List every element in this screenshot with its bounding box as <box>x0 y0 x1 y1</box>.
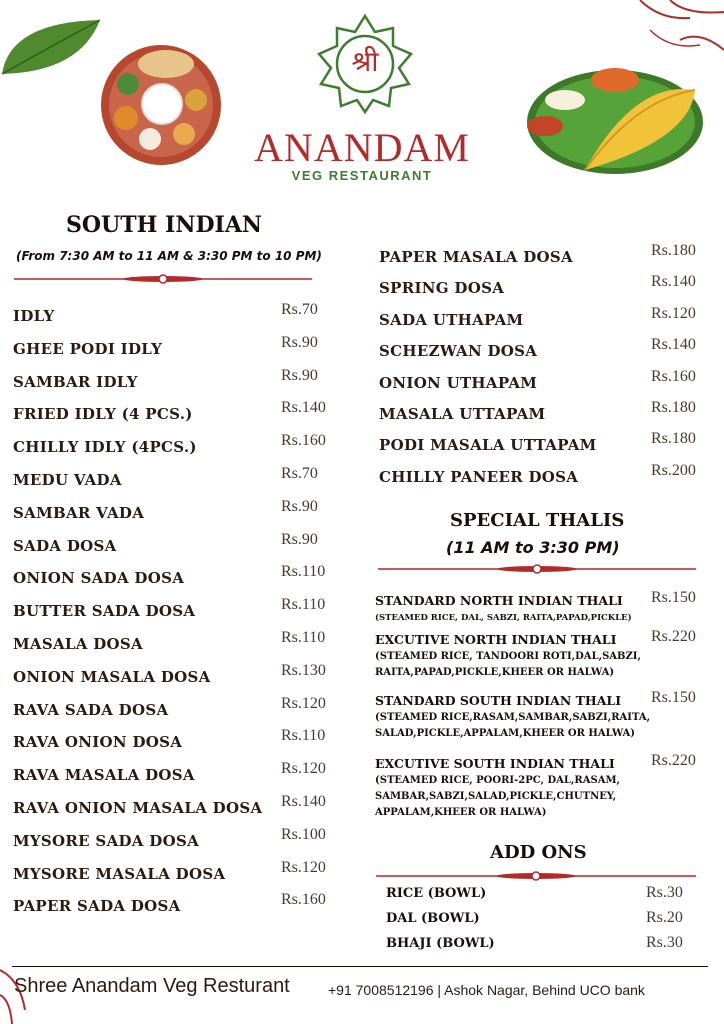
menu-item-row <box>379 430 711 460</box>
thali-description: (STEAMED RICE, POORI-2PC, DAL,RASAM, <box>375 775 620 786</box>
addon-price: Rs.20 <box>646 909 683 926</box>
menu-item-price: Rs.110 <box>281 727 326 745</box>
menu-item-name: CHILLY IDLY (4PCS.) <box>13 438 197 457</box>
menu-item-row <box>13 596 341 626</box>
menu-item-name: SCHEZWAN DOSA <box>379 342 538 361</box>
thali-price: Rs.150 <box>651 689 696 706</box>
menu-item-price: Rs.160 <box>281 432 326 450</box>
thali-description: (STEAMED RICE, TANDOORI ROTI,DAL,SABZI, <box>375 651 641 662</box>
menu-item-price: Rs.140 <box>281 793 326 810</box>
menu-item-price: Rs.90 <box>281 333 318 351</box>
menu-item-row <box>13 399 341 429</box>
menu-item-name: GHEE PODI IDLY <box>13 339 163 358</box>
menu-item-price: Rs.110 <box>281 629 326 646</box>
menu-item-name: MASALA DOSA <box>13 635 143 653</box>
menu-item-row <box>379 304 711 335</box>
menu-item-price: Rs.140 <box>651 273 696 291</box>
divider-ornament-icon <box>376 871 696 881</box>
thalis-timing: (11 AM to 3:30 PM) <box>446 538 620 557</box>
menu-item-row <box>13 530 341 561</box>
menu-item-price: Rs.160 <box>651 367 696 385</box>
menu-item-name: MEDU VADA <box>13 471 122 489</box>
thali-name: EXCUTIVE SOUTH INDIAN THALI <box>375 756 615 771</box>
menu-item-price: Rs.110 <box>281 563 326 581</box>
menu-item-name: ONION SADA DOSA <box>13 569 185 588</box>
menu-item-row <box>13 497 341 528</box>
addon-name: BHAJI (BOWL) <box>386 936 495 951</box>
menu-item-name: RAVA MASALA DOSA <box>13 766 195 785</box>
menu-item-price: Rs.70 <box>281 465 318 482</box>
menu-item-row <box>13 694 341 725</box>
menu-item-name: SAMBAR VADA <box>13 503 145 522</box>
menu-item-price: Rs.120 <box>281 858 326 876</box>
menu-item-price: Rs.180 <box>651 242 696 259</box>
menu-item-price: Rs.180 <box>651 399 696 416</box>
thali-price: Rs.220 <box>651 752 696 769</box>
footer-contact: +91 7008512196 | Ashok Nagar, Behind UCO bank <box>328 982 645 998</box>
menu-item-name: PAPER MASALA DOSA <box>379 248 573 266</box>
addon-name: RICE (BOWL) <box>386 886 487 901</box>
thali-description: SALAD,PICKLE,APPALAM,KHEER OR HALWA) <box>375 728 636 739</box>
menu-item-row <box>13 760 341 790</box>
thali-description: RAITA,PAPAD,PICKLE,KHEER OR HALWA) <box>375 667 615 678</box>
thalis-title: SPECIAL THALIS <box>450 510 625 531</box>
menu-item-row <box>379 461 711 492</box>
thali-name: EXCUTIVE NORTH INDIAN THALI <box>375 632 617 647</box>
addon-name: DAL (BOWL) <box>386 911 480 926</box>
menu-item-row <box>379 242 711 272</box>
menu-item-row <box>379 336 711 366</box>
menu-item-row <box>13 891 341 921</box>
addon-price: Rs.30 <box>646 884 683 901</box>
menu-item-row <box>13 793 341 823</box>
thali-description: (STEAMED RICE,RASAM,SAMBAR,SABZI,RAITA, <box>375 712 651 723</box>
divider-ornament-icon <box>14 274 312 284</box>
menu-item-row <box>13 333 341 364</box>
footer-divider <box>12 966 708 967</box>
menu-item-row <box>379 273 711 303</box>
menu-item-row <box>13 727 341 757</box>
leaf-icon <box>0 12 110 82</box>
menu-item-price: Rs.130 <box>281 661 326 679</box>
menu-item-price: Rs.140 <box>651 336 696 354</box>
thali-item <box>375 589 696 626</box>
south-indian-title: SOUTH INDIAN <box>66 212 263 238</box>
brand-subtitle: VEG RESTAURANT <box>291 168 433 183</box>
menu-item-price: Rs.70 <box>281 301 318 318</box>
thali-description: (STEAMED RICE, DAL, SABZI, RAITA,PAPAD,PICKLE) <box>375 613 632 623</box>
menu-item-name: SPRING DOSA <box>379 279 505 298</box>
south-indian-timing: (From 7:30 AM to 11 AM & 3:30 PM to 10 PM) <box>16 249 322 263</box>
menu-item-price: Rs.120 <box>281 760 326 778</box>
menu-item-name: PODI MASALA UTTAPAM <box>379 436 597 455</box>
thali-description: APPALAM,KHEER OR HALWA) <box>375 807 547 818</box>
menu-item-price: Rs.180 <box>651 430 696 448</box>
menu-item-name: MYSORE SADA DOSA <box>13 831 200 850</box>
menu-item-name: RAVA SADA DOSA <box>13 700 169 719</box>
addons-title: ADD ONS <box>490 842 587 863</box>
menu-item-name: MYSORE MASALA DOSA <box>13 864 226 883</box>
menu-item-name: IDLY <box>13 307 55 325</box>
menu-item-name: FRIED IDLY (4 PCS.) <box>13 405 193 424</box>
menu-item-row <box>13 366 341 397</box>
menu-item-row <box>379 367 711 398</box>
menu-item-row <box>13 563 341 593</box>
thali-item <box>375 689 696 742</box>
menu-item-name: SADA UTHAPAM <box>379 310 524 329</box>
logo-text: श्री <box>351 45 379 78</box>
thali-price: Rs.150 <box>651 589 696 606</box>
menu-item-price: Rs.90 <box>281 530 318 548</box>
menu-item-name: ONION UTHAPAM <box>379 373 538 392</box>
footer-restaurant-name: Shree Anandam Veg Resturant <box>14 975 290 997</box>
menu-item-price: Rs.200 <box>651 461 696 479</box>
menu-item-name: ONION MASALA DOSA <box>13 667 211 686</box>
menu-item-name: RAVA ONION MASALA DOSA <box>13 799 263 817</box>
menu-item-name: SAMBAR IDLY <box>13 372 138 391</box>
thali-item <box>375 752 696 821</box>
menu-item-price: Rs.120 <box>651 304 696 322</box>
menu-item-price: Rs.160 <box>281 891 326 909</box>
menu-item-row <box>13 858 341 889</box>
thali-price: Rs.220 <box>651 628 696 645</box>
dosa-plate-icon <box>515 60 705 180</box>
menu-item-name: SADA DOSA <box>13 536 117 555</box>
thali-item <box>375 628 696 681</box>
menu-item-row <box>379 399 711 429</box>
menu-item-price: Rs.140 <box>281 399 326 417</box>
menu-item-price: Rs.120 <box>281 694 326 712</box>
divider-ornament-icon <box>378 564 696 574</box>
menu-item-row <box>13 465 341 495</box>
thali-name: STANDARD NORTH INDIAN THALI <box>375 593 623 608</box>
thali-name: STANDARD SOUTH INDIAN THALI <box>375 693 622 708</box>
menu-item-price: Rs.90 <box>281 366 318 384</box>
menu-item-name: MASALA UTTAPAM <box>379 405 546 423</box>
menu-item-row <box>13 825 341 856</box>
menu-item-price: Rs.110 <box>281 596 326 614</box>
menu-item-price: Rs.90 <box>281 497 318 515</box>
menu-item-name: RAVA ONION DOSA <box>13 733 183 752</box>
menu-item-name: CHILLY PANEER DOSA <box>379 467 579 486</box>
thali-description: SAMBAR,SABZI,SALAD,PICKLE,CHUTNEY, <box>375 791 617 802</box>
menu-item-name: BUTTER SADA DOSA <box>13 602 196 621</box>
menu-item-name: PAPER SADA DOSA <box>13 897 181 916</box>
menu-item-row <box>13 301 341 331</box>
menu-item-row <box>13 432 341 462</box>
addon-price: Rs.30 <box>646 934 683 951</box>
thali-plate-icon <box>98 42 224 168</box>
brand-name: ANANDAM <box>254 125 470 170</box>
menu-item-price: Rs.100 <box>281 825 326 843</box>
menu-item-row <box>13 661 341 692</box>
menu-item-row <box>13 629 341 659</box>
